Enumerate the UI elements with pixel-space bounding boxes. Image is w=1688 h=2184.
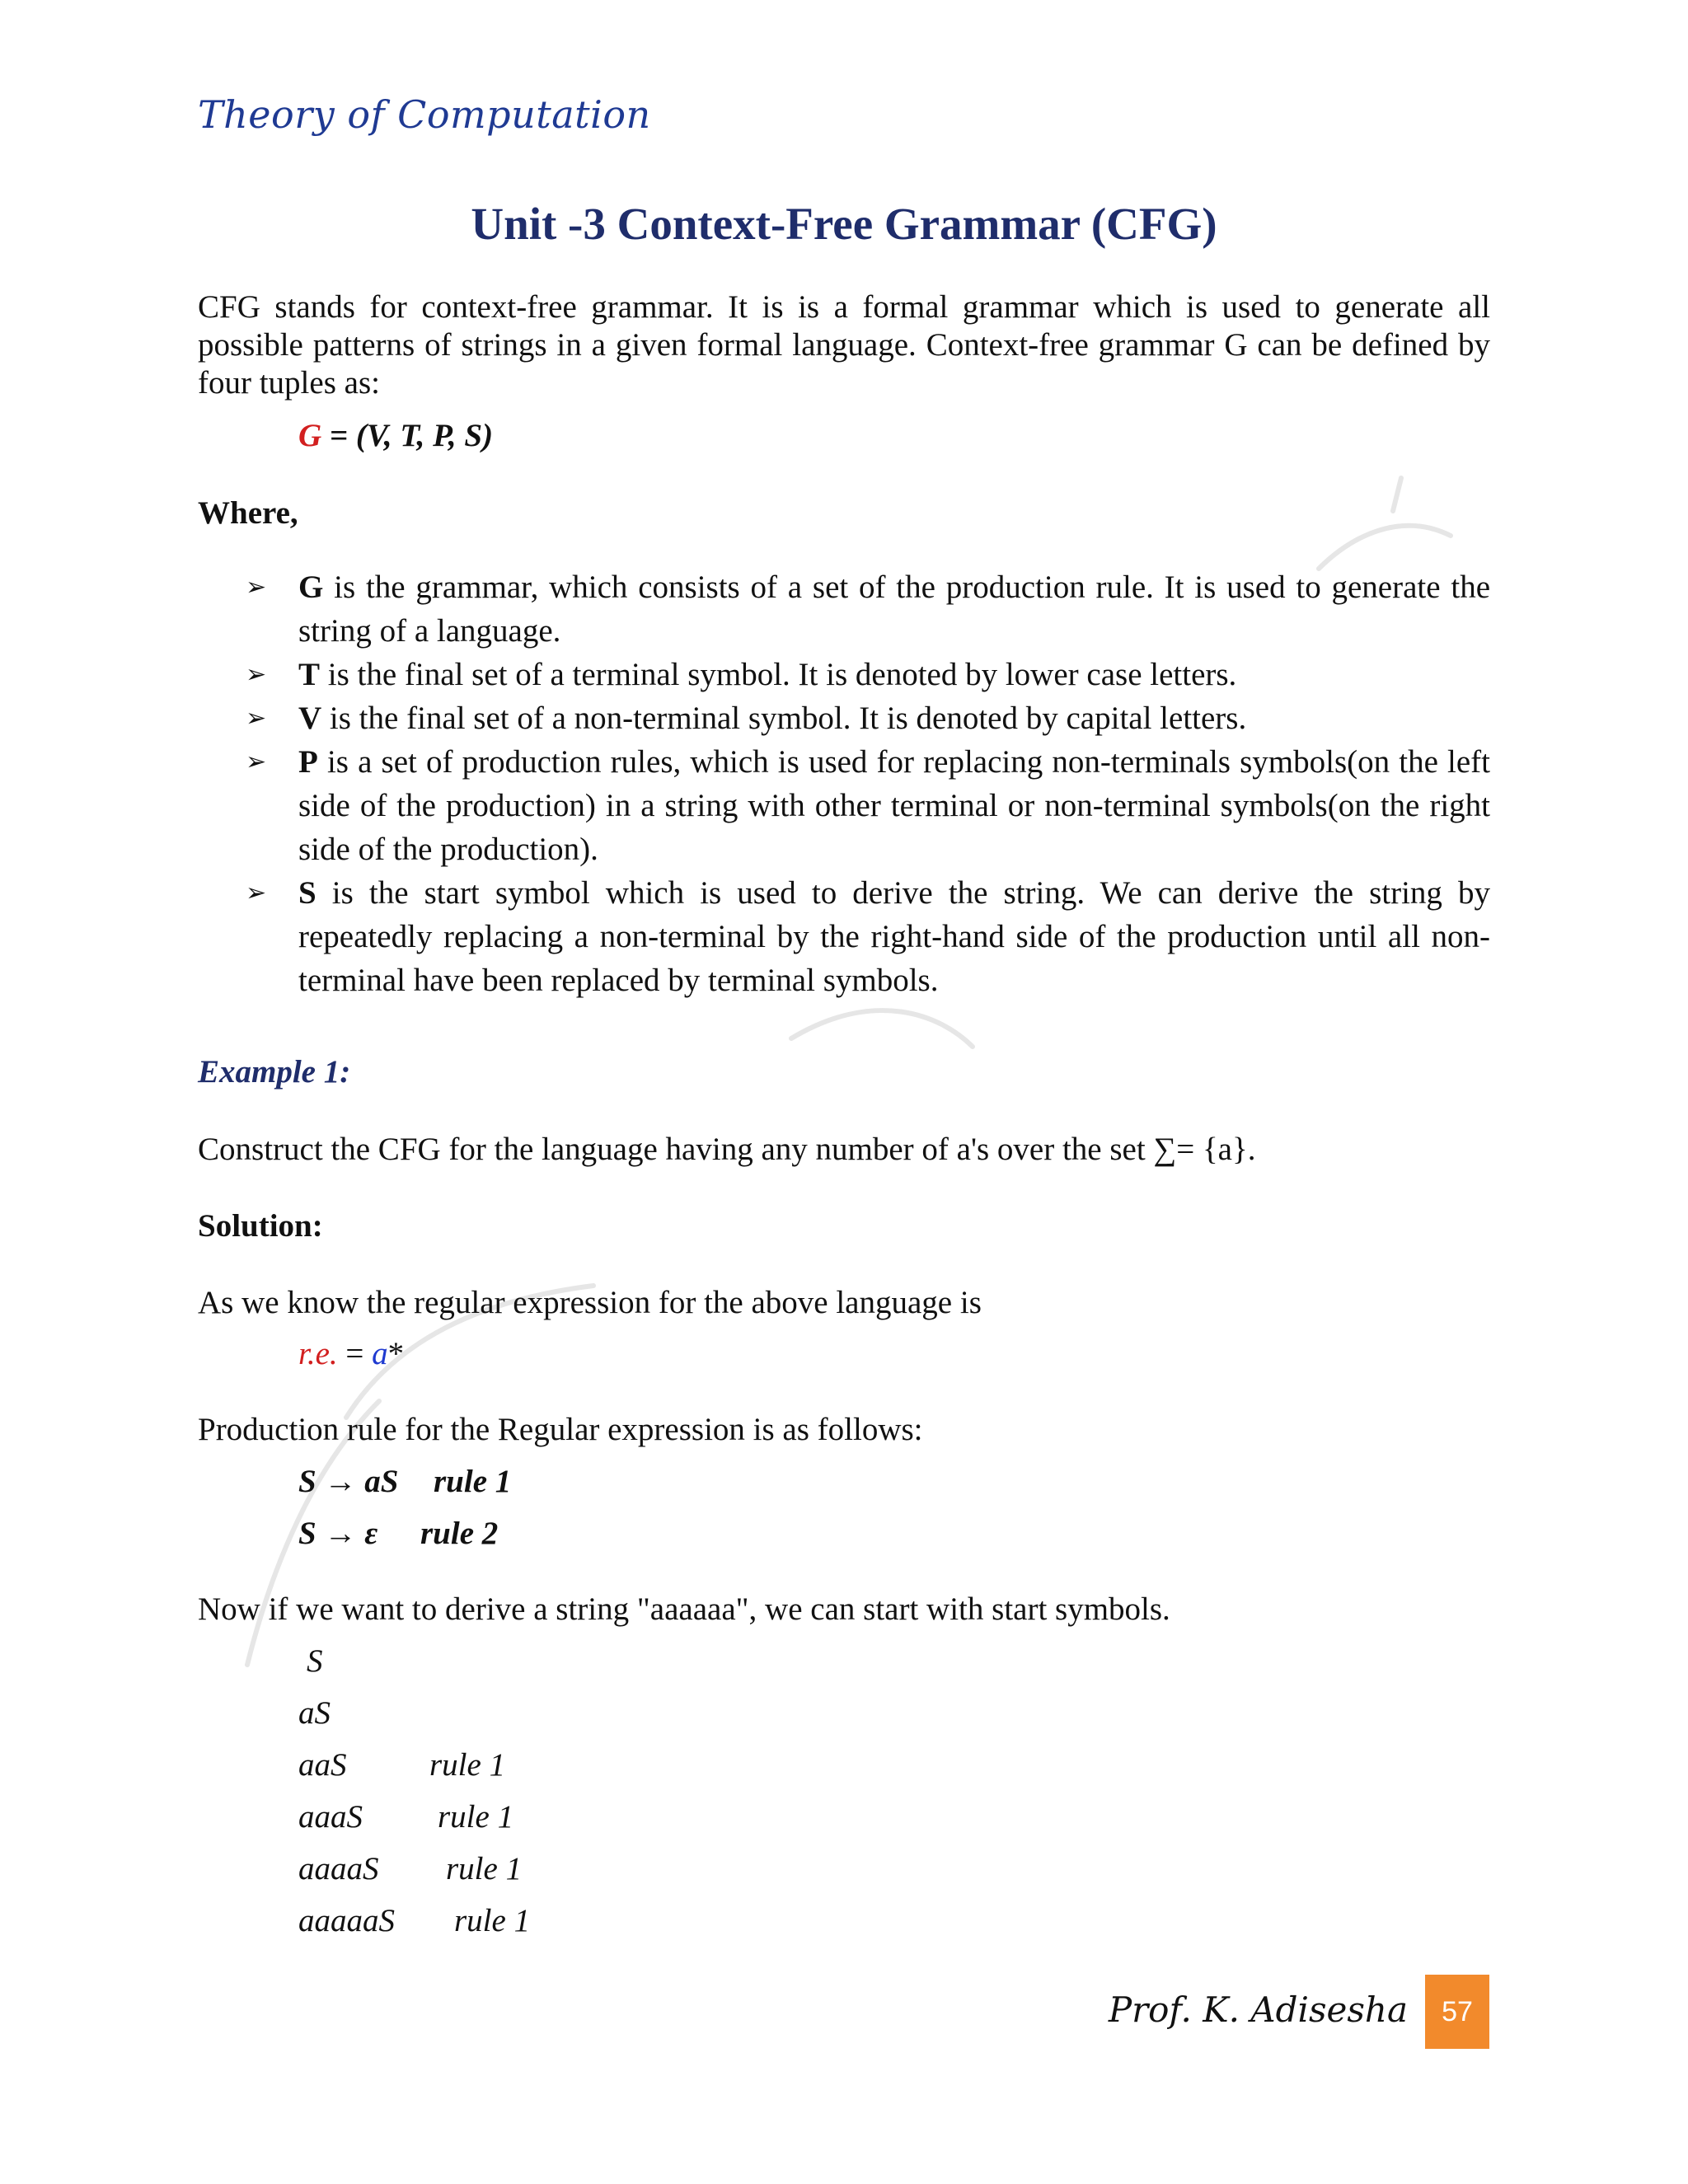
rule-label: rule 1 xyxy=(434,1464,512,1499)
solution-label: Solution: xyxy=(198,1208,323,1244)
regular-expression xyxy=(298,1335,404,1372)
derivation-rule: rule 1 xyxy=(429,1747,506,1783)
rule-label: rule 2 xyxy=(420,1516,499,1551)
arrow-bullet-icon: ➢ xyxy=(246,748,267,776)
list-item xyxy=(198,653,1490,696)
footer-author: Prof. K. Adisesha xyxy=(1108,1990,1408,2030)
bullet-text: is the grammar, which consists of a set of the production rule. It is used to generate the string of a language. xyxy=(298,569,1490,649)
arrow-bullet-icon: ➢ xyxy=(246,660,267,689)
grammar-formula xyxy=(298,417,493,454)
re-symbol: a xyxy=(372,1336,388,1371)
arrow-bullet-icon: ➢ xyxy=(246,573,267,602)
page-number-badge: 57 xyxy=(1425,1975,1489,2049)
list-item xyxy=(198,696,1490,740)
bullet-text: is the final set of a terminal symbol. It is denoted by lower case letters. xyxy=(320,657,1237,692)
re-lhs: r.e. xyxy=(298,1336,338,1371)
list-item xyxy=(198,740,1490,871)
bullet-text: is the final set of a non-terminal symbol. It is denoted by capital letters. xyxy=(321,701,1247,736)
derivation-rule: rule 1 xyxy=(438,1799,514,1835)
arrow-bullet-icon: ➢ xyxy=(246,704,267,733)
bullet-term: T xyxy=(298,657,321,692)
derivation-step: aaS xyxy=(298,1747,347,1783)
list-item xyxy=(198,565,1490,653)
where-heading: Where, xyxy=(198,495,298,531)
intro-paragraph: CFG stands for context-free grammar. It is is a formal grammar which is used to generate all possible patterns of strings in a given formal language. Context-free grammar G can be defined by four tuples as: xyxy=(198,289,1490,401)
derivation-step: aS xyxy=(298,1695,331,1731)
bullet-term: P xyxy=(298,744,318,780)
definition-list xyxy=(198,565,1490,1002)
derivation-step: S xyxy=(307,1643,323,1679)
derivation-step: aaaaS xyxy=(298,1851,379,1886)
derivation-step: aaaS xyxy=(298,1799,363,1835)
derivation-step: aaaaaS xyxy=(298,1903,395,1938)
bullet-term: S xyxy=(298,875,316,911)
formula-rest: = (V, T, P, S) xyxy=(321,418,494,453)
re-star: * xyxy=(387,1336,405,1371)
rule-production: S → ε xyxy=(298,1516,378,1551)
rule-production: S → aS xyxy=(298,1464,399,1499)
bullet-term: G xyxy=(298,569,324,605)
running-header: Theory of Computation xyxy=(198,92,651,137)
bullet-term: V xyxy=(298,701,322,736)
bullet-text: is a set of production rules, which is used for replacing non-terminals symbols(on the left side of the production) in a string with other terminal or non-terminal symbols(on the right side of the production). xyxy=(298,744,1490,867)
re-eq: = xyxy=(337,1336,373,1371)
derive-intro: Now if we want to derive a string "aaaaaa", we can start with start symbols. xyxy=(198,1591,1170,1627)
production-intro: Production rule for the Regular expression is as follows: xyxy=(198,1412,923,1447)
unit-title: Unit -3 Context-Free Grammar (CFG) xyxy=(471,199,1217,249)
re-intro: As we know the regular expression for the above language is xyxy=(198,1285,982,1320)
arrow-bullet-icon: ➢ xyxy=(246,879,267,907)
example-problem: Construct the CFG for the language having any number of a's over the set ∑= {a}. xyxy=(198,1132,1256,1167)
derivation-rule: rule 1 xyxy=(454,1903,531,1938)
example-heading: Example 1: xyxy=(198,1054,351,1090)
derivation-rule: rule 1 xyxy=(446,1851,523,1886)
bullet-text: is the start symbol which is used to derive the string. We can derive the string by repeatedly replacing a non-terminal by the right-hand side of the production until all non-terminal have been replaced by terminal symbols. xyxy=(298,875,1490,998)
formula-g: G xyxy=(298,418,322,453)
list-item xyxy=(198,871,1490,1002)
